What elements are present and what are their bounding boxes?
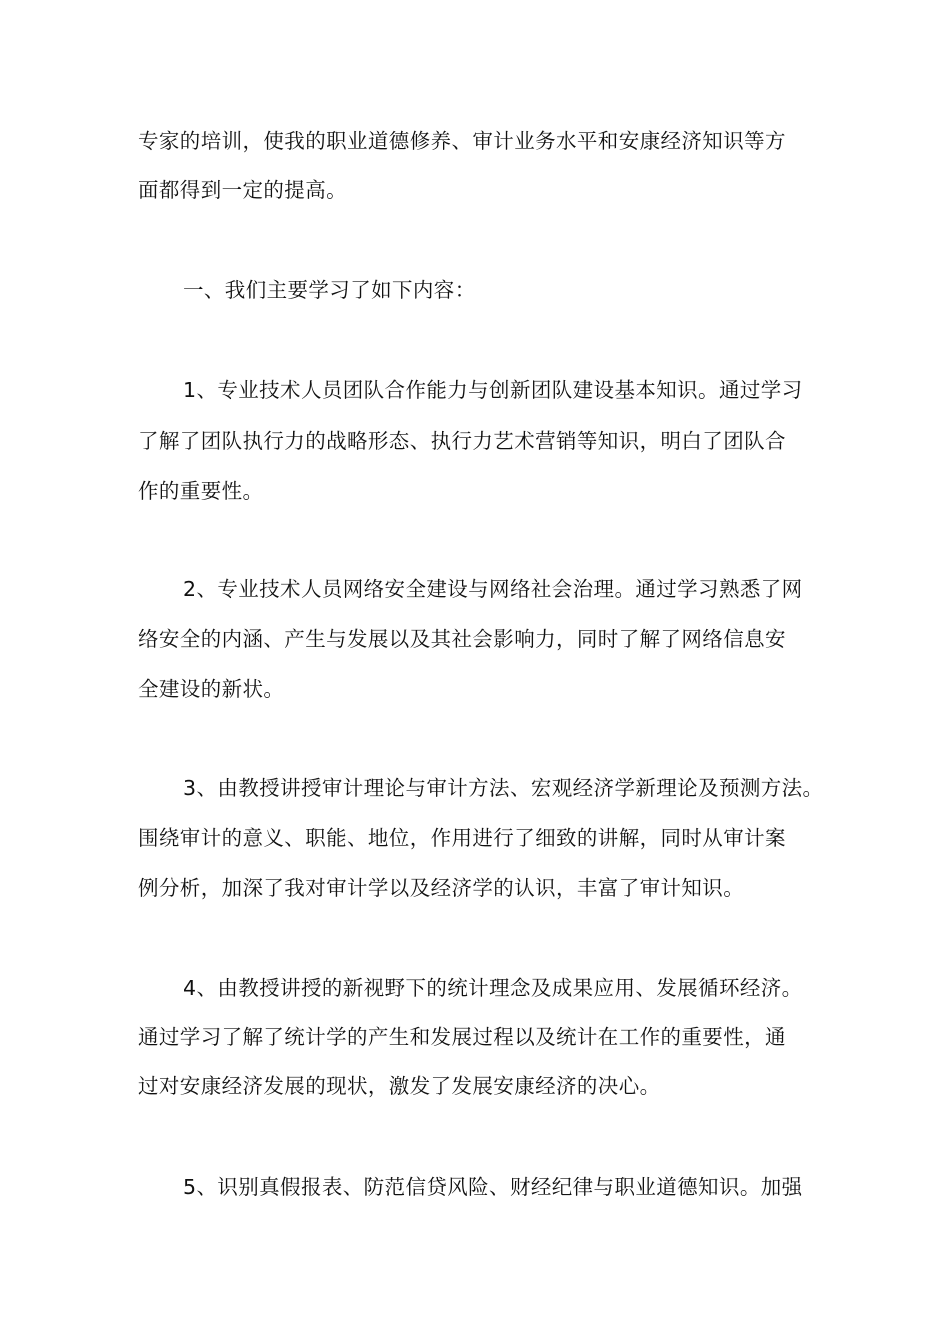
text-line: 2、专业技术人员网络安全建设与网络社会治理。通过学习熟悉了网	[183, 577, 803, 601]
text-line: 面都得到一定的提高。	[138, 178, 347, 202]
text-line: 通过学习了解了统计学的产生和发展过程以及统计在工作的重要性，通	[138, 1025, 786, 1049]
text-line: 例分析，加深了我对审计学以及经济学的认识，丰富了审计知识。	[138, 876, 745, 900]
text-line: 过对安康经济发展的现状，激发了发展安康经济的决心。	[138, 1074, 661, 1098]
text-line: 5、识别真假报表、防范信贷风险、财经纪律与职业道德知识。加强	[183, 1175, 803, 1199]
section-heading: 一、我们主要学习了如下内容：	[183, 278, 476, 302]
text-line: 专家的培训，使我的职业道德修养、审计业务水平和安康经济知识等方	[138, 129, 786, 153]
text-line: 4、由教授讲授的新视野下的统计理念及成果应用、发展循环经济。	[183, 976, 803, 1000]
text-line: 围绕审计的意义、职能、地位，作用进行了细致的讲解，同时从审计案	[138, 826, 786, 850]
text-line: 1、专业技术人员团队合作能力与创新团队建设基本知识。通过学习	[183, 378, 803, 402]
text-line: 3、由教授讲授审计理论与审计方法、宏观经济学新理论及预测方法。	[183, 776, 824, 800]
text-line: 了解了团队执行力的战略形态、执行力艺术营销等知识，明白了团队合	[138, 429, 786, 453]
text-line: 作的重要性。	[138, 479, 264, 503]
text-line: 络安全的内涵、产生与发展以及其社会影响力，同时了解了网络信息安	[138, 627, 786, 651]
text-line: 全建设的新状。	[138, 677, 285, 701]
